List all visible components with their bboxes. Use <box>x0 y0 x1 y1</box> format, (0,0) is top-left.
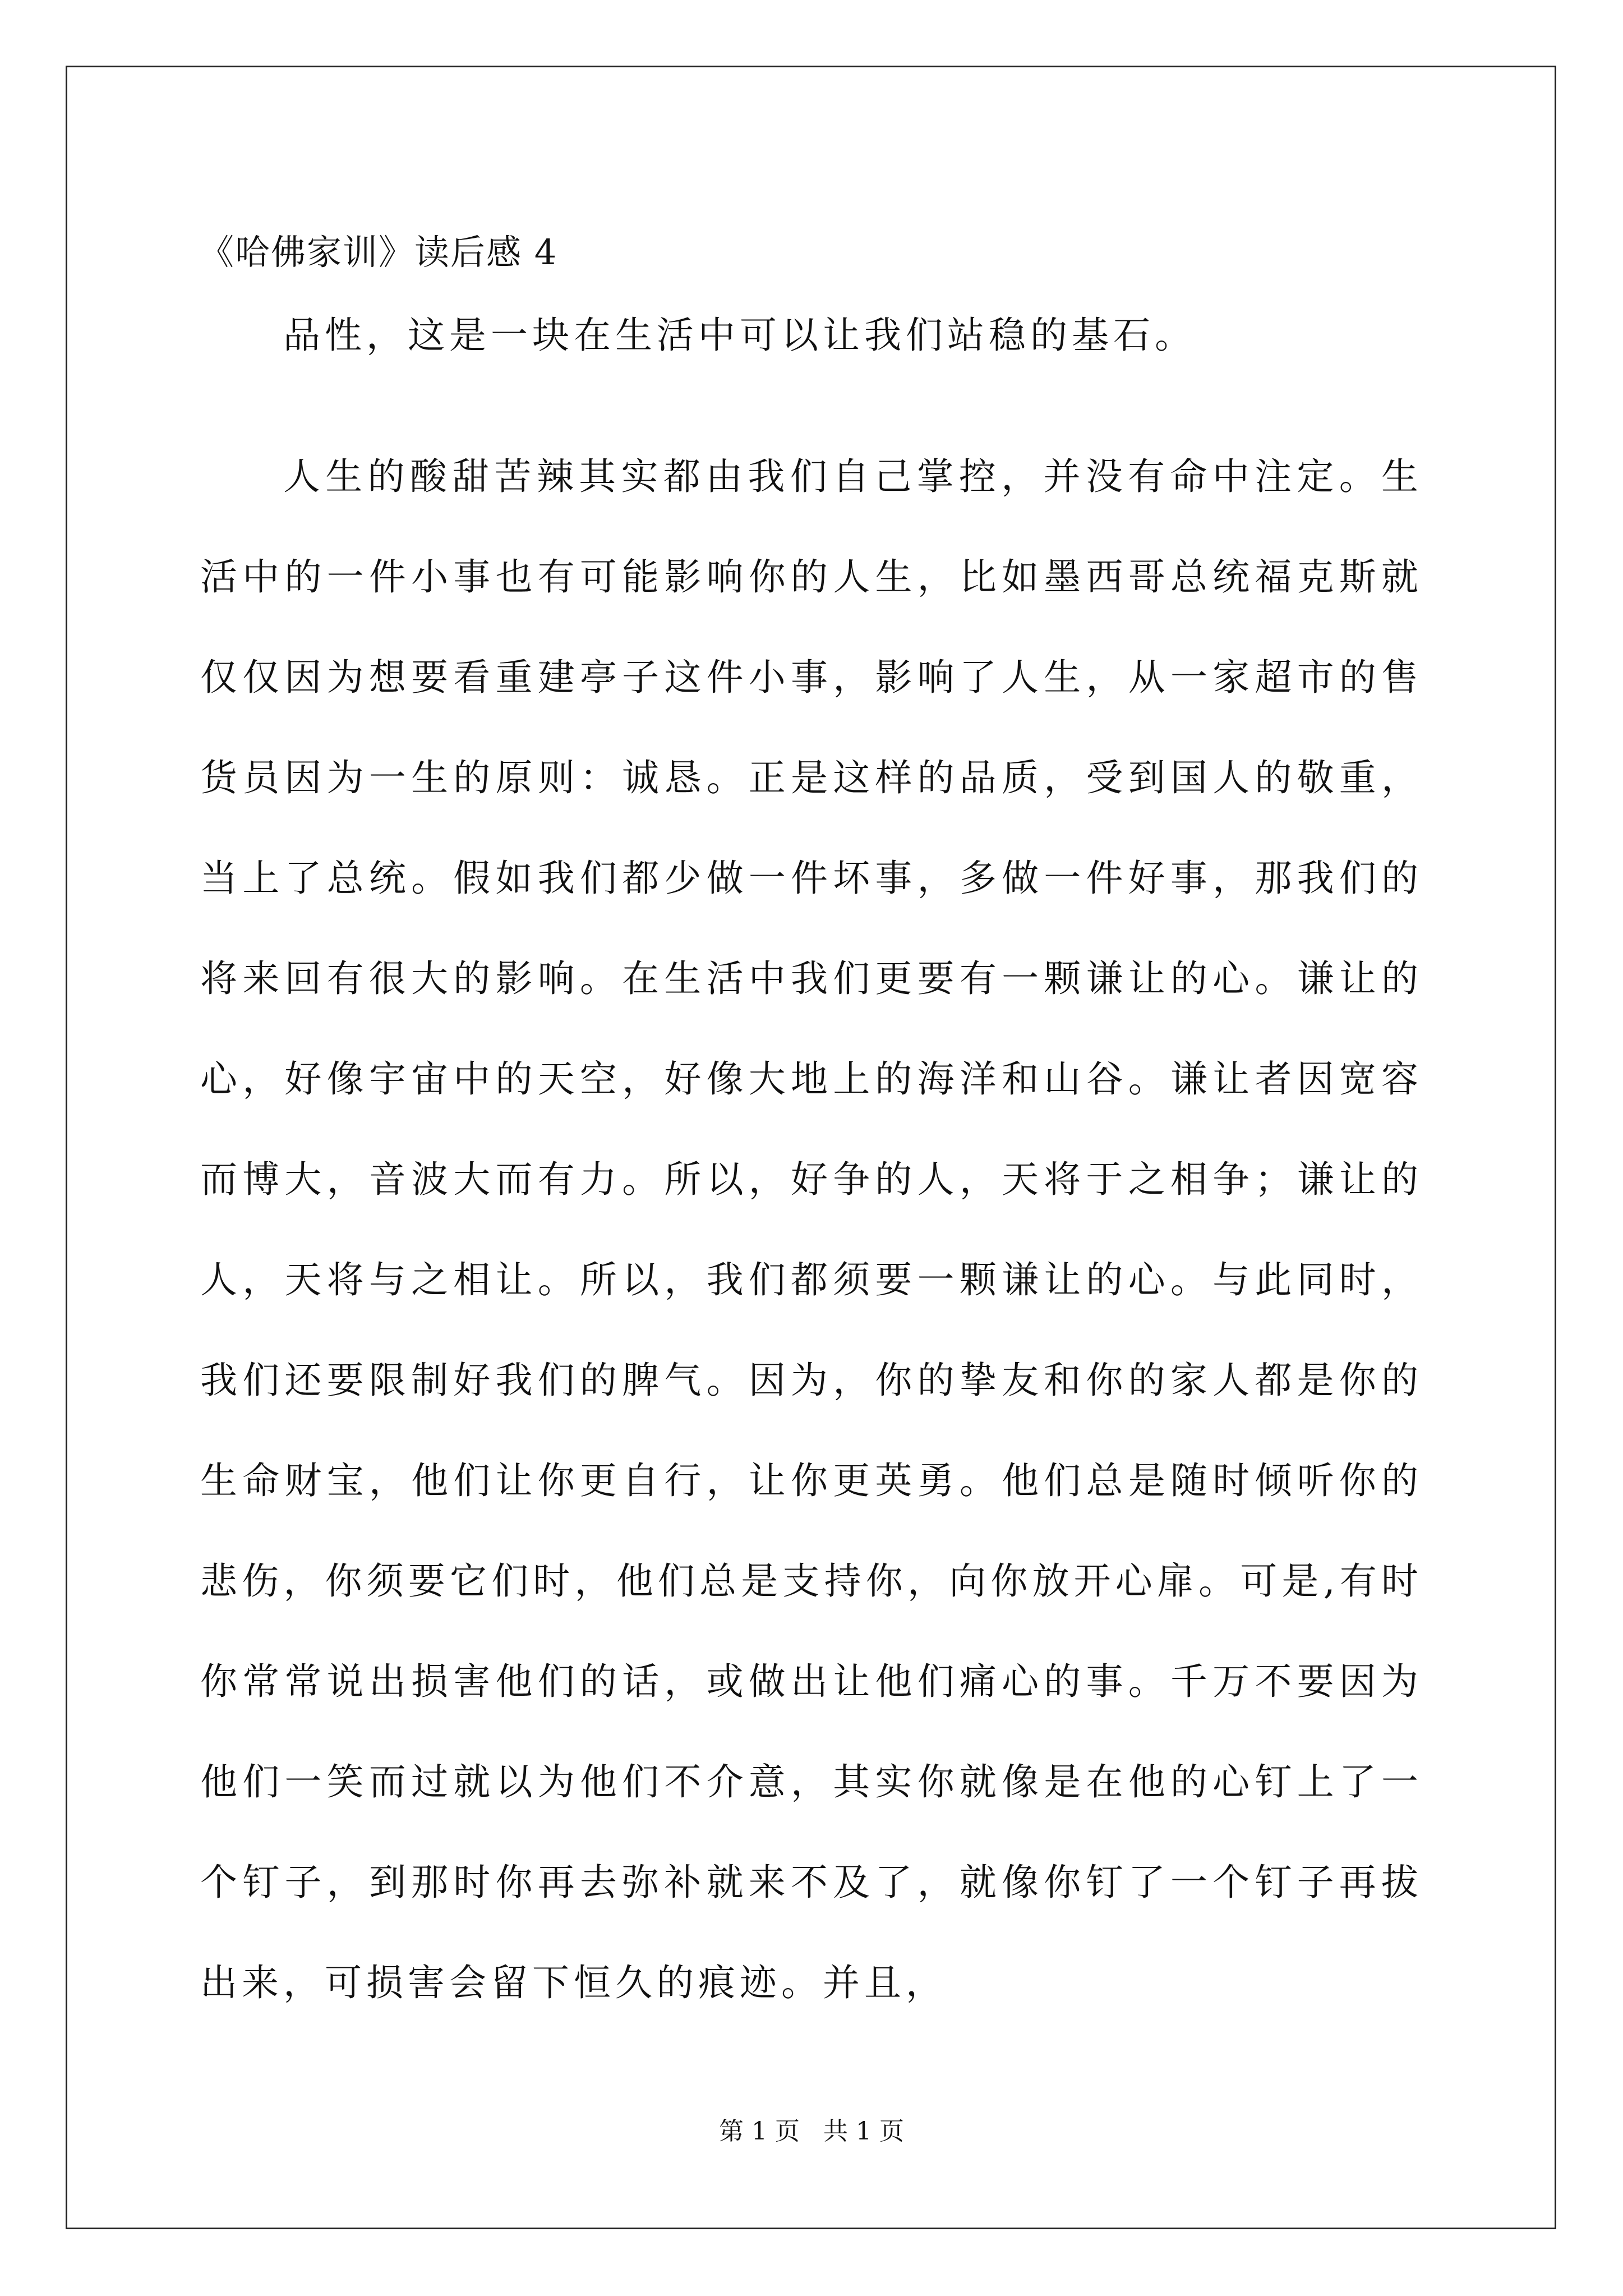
paragraph-1: 品性，这是一块在生活中可以让我们站稳的基石。 <box>283 314 1196 357</box>
page-footer: 第 1 页 共 1 页 <box>719 2117 904 2146</box>
paragraph-2: 人生的酸甜苦辣其实都由我们自己掌控，并没有命中注定。生活中的一件小事也有可能影响你的人生，比如墨西哥总统福克斯就仅仅因为想要看重建亭子这件小事，影响了人生，从一家超市的售货员因为一生的原则：诚恳。正是这样的品质，受到国人的敬重，当上了总统。假如我们都少做一件坏事，多做一件好事，那我们的将来回有很大的影响。在生活中我们更要有一颗谦让的心。谦让的心，好像宇宙中的天空，好像大地上的海洋和山谷。谦让者因宽容而博大，音波大而有力。所以，好争的人，天将于之相争；谦让的人，天将与之相让。所以，我们都须要一颗谦让的心。与此同时，我们还要限制好我们的脾气。因为，你的挚友和你的家人都是你的生命财宝，他们让你更自行，让你更英勇。他们总是随时倾听你的悲伤，你须要它们时，他们总是支持你，向你放开心扉。可是,有时你常常说出损害他们的话，或做出让他们痛心的事。千万不要因为他们一笑而过就以为他们不介意，其实你就像是在他的心钉上了一个钉子，到那时你再去弥补就来不及了，就像你钉了一个钉子再拔出来，可损害会留下恒久的痕迹。并且， <box>200 455 1423 2004</box>
document-title: 《哈佛家训》读后感 4 <box>199 232 558 273</box>
